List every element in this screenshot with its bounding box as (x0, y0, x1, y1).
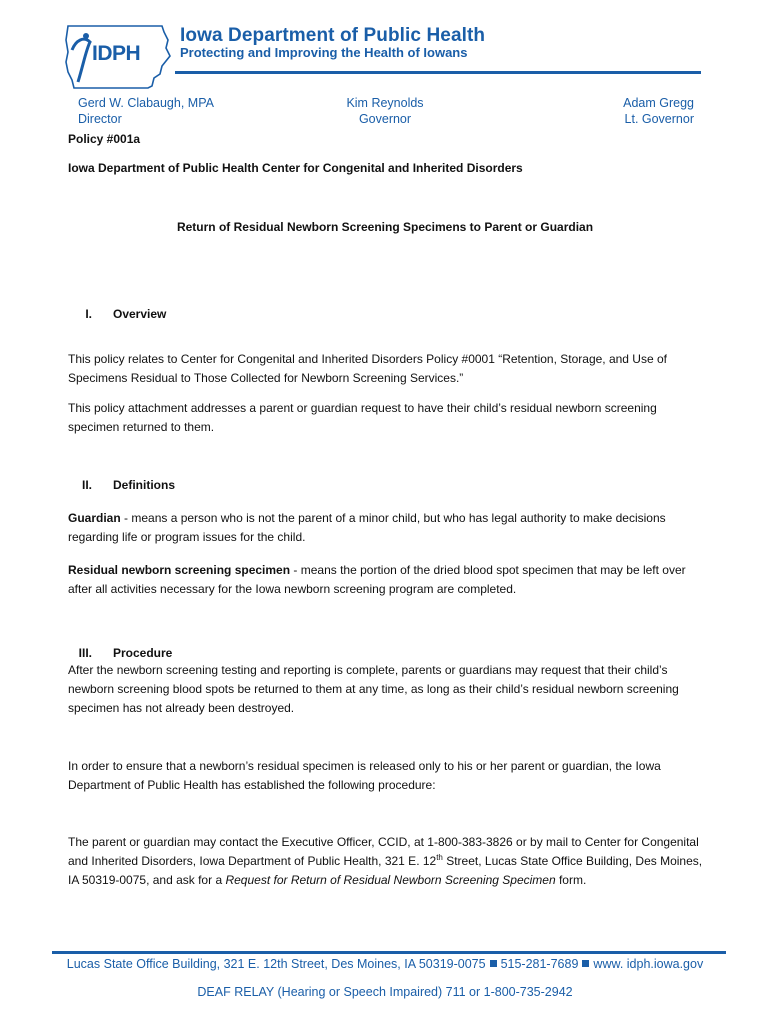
idph-logo (64, 22, 172, 92)
form-name: Request for Return of Residual Newborn Screening Specimen (225, 873, 556, 887)
official-title: Director (78, 112, 122, 126)
footer-website[interactable]: www. idph.iowa.gov (593, 957, 704, 971)
official-title: Governor (358, 112, 412, 126)
contact-text: The parent or guardian may contact the Executive Officer, CCID, at 1-800-383-3826 or by mail to Center for Congenital and Inherited Disorders, Iowa Department of Public Health, 321 E. 12 (68, 835, 699, 868)
section-title: Procedure (113, 646, 173, 660)
logo-text: IDPH (92, 42, 141, 65)
footer-address-line (0, 957, 770, 971)
procedure-paragraph-2: In order to ensure that a newborn’s residual specimen is released only to his or her parent or guardian, the Iowa Department of Public Health has established the following procedure: (68, 759, 661, 792)
definition-term: Guardian (68, 511, 121, 525)
section-numeral: II. (81, 478, 92, 492)
section-numeral: III. (78, 646, 92, 660)
square-bullet-icon (582, 960, 589, 967)
section-heading-overview (60, 305, 260, 325)
footer-rule (52, 951, 726, 954)
org-name: Iowa Department of Public Health (180, 25, 486, 46)
official-name: Kim Reynolds (346, 96, 424, 110)
official-lt-governor (598, 95, 694, 127)
policy-number: Policy #001a (68, 132, 141, 146)
square-bullet-icon (490, 960, 497, 967)
official-title: Lt. Governor (624, 112, 694, 126)
official-governor (345, 95, 425, 127)
org-tagline: Protecting and Improving the Health of Iowans (180, 45, 468, 60)
official-name: Adam Gregg (623, 96, 694, 110)
procedure-contact-paragraph (68, 833, 708, 890)
footer-address: Lucas State Office Building, 321 E. 12th Street, Des Moines, IA 50319-0075 (66, 957, 486, 971)
definition-text: - means the portion of the dried blood spot specimen that may be left over after all activities necessary for the Iowa newborn screening program are completed. (68, 563, 686, 596)
section-heading-definitions (60, 476, 260, 496)
definition-guardian (68, 509, 708, 547)
ordinal-suffix: th (436, 853, 443, 862)
section-numeral: I. (85, 307, 92, 321)
official-director (78, 95, 214, 127)
procedure-paragraph-1: After the newborn screening testing and reporting is complete, parents or guardians may request that their child’s newborn screening blood spots be returned to them at any time, as long as their child’s residual newborn screening specimen has not already been destroyed. (68, 663, 679, 715)
document-title: Return of Residual Newborn Screening Specimens to Parent or Guardian (176, 220, 594, 234)
footer-relay: DEAF RELAY (Hearing or Speech Impaired) 711 or 1-800-735-2942 (197, 985, 573, 999)
footer-phone: 515-281-7689 (500, 957, 579, 971)
overview-paragraph-1: This policy relates to Center for Congenital and Inherited Disorders Policy #0001 “Retention, Storage, and Use of Specimens Residual to Those Collected for Newborn Screening Services.” (68, 352, 667, 385)
official-name: Gerd W. Clabaugh, MPA (78, 96, 214, 110)
contact-text: form. (555, 873, 587, 887)
overview-paragraph-2: This policy attachment addresses a parent or guardian request to have their child’s residual newborn screening specimen returned to them. (68, 401, 657, 434)
definition-residual-specimen (68, 561, 708, 599)
contact-text: Street, Lucas State Office Building, Des Moines, IA 50319-0075, and ask for a (68, 854, 703, 887)
center-name: Iowa Department of Public Health Center for Congenital and Inherited Disorders (68, 161, 523, 175)
section-title: Definitions (113, 478, 175, 492)
definition-text: - means a person who is not the parent of a minor child, but who has legal authority to make decisions regarding life or program issues for the child. (68, 511, 666, 544)
section-title: Overview (113, 307, 167, 321)
header-rule (175, 71, 701, 74)
definition-term: Residual newborn screening specimen (68, 563, 291, 577)
